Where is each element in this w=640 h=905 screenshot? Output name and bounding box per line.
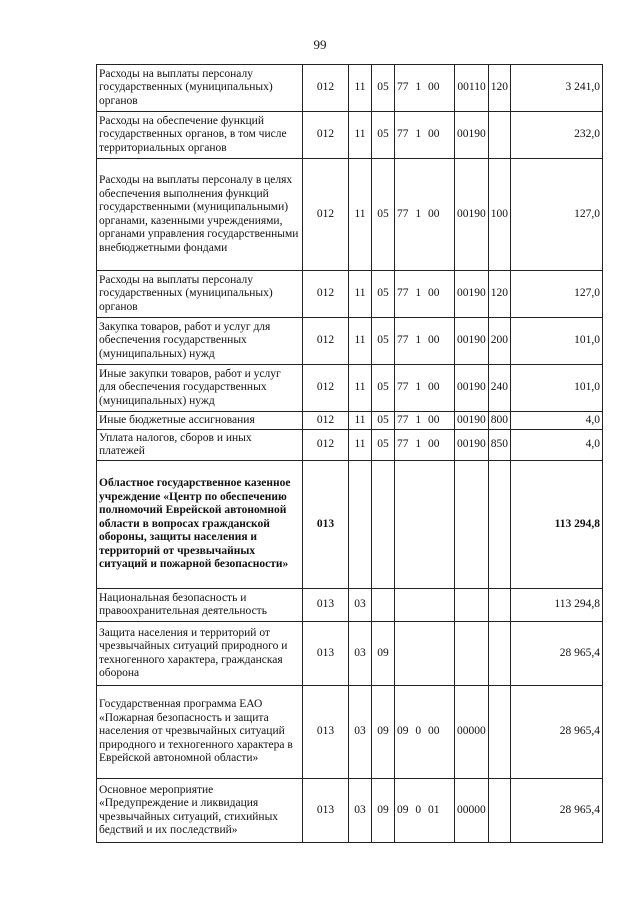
ved-code-cell: 013 [303, 589, 349, 622]
program-tail-cell: 00000 [455, 686, 489, 779]
expense-type-cell: 800 [488, 412, 510, 430]
section-code-cell: 11 [349, 271, 372, 318]
ved-code-cell: 012 [303, 159, 349, 271]
subsection-code-cell: 05 [372, 271, 395, 318]
table-row [97, 622, 603, 686]
program-tail-cell: 00190 [455, 318, 489, 365]
ved-code-cell: 013 [303, 461, 349, 589]
section-code-cell: 11 [349, 112, 372, 159]
program-code-cell: 77 1 00 [395, 430, 455, 461]
table-row [97, 318, 603, 365]
amount-cell: 113 294,8 [511, 461, 603, 589]
budget-table-body [97, 65, 603, 843]
section-code-cell: 11 [349, 412, 372, 430]
expense-type-cell: 240 [488, 365, 510, 412]
program-code-cell: 77 1 00 [395, 318, 455, 365]
table-row [97, 589, 603, 622]
row-name-cell: Основное мероприятие «Предупреждение и ликвидация чрезвычайных ситуаций, стихийных бедствий и их последствий» [97, 779, 303, 843]
table-row [97, 365, 603, 412]
program-tail-cell: 00190 [455, 159, 489, 271]
section-code-cell: 11 [349, 159, 372, 271]
expense-type-cell [488, 112, 510, 159]
program-code-cell: 77 1 00 [395, 112, 455, 159]
table-row [97, 412, 603, 430]
section-code-cell: 03 [349, 589, 372, 622]
expense-type-cell: 120 [488, 271, 510, 318]
subsection-code-cell: 09 [372, 686, 395, 779]
amount-cell: 127,0 [511, 271, 603, 318]
table-row [97, 159, 603, 271]
section-code-cell: 11 [349, 318, 372, 365]
program-code-cell: 09 0 01 [395, 779, 455, 843]
expense-type-cell: 200 [488, 318, 510, 365]
ved-code-cell: 013 [303, 686, 349, 779]
row-name-cell: Областное государственное казенное учреждение «Центр по обеспечению полномочий Еврейской автономной области в вопросах гражданской обороны, защиты населения и территорий от чрезвычайных ситуаций и пожарной безопасности» [97, 461, 303, 589]
program-code-cell [395, 461, 455, 589]
program-tail-cell: 00190 [455, 271, 489, 318]
ved-code-cell: 012 [303, 365, 349, 412]
expense-type-cell: 120 [488, 65, 510, 112]
program-tail-cell [455, 461, 489, 589]
program-code-cell: 77 1 00 [395, 65, 455, 112]
amount-cell: 28 965,4 [511, 622, 603, 686]
row-name-cell: Защита населения и территорий от чрезвычайных ситуаций природного и техногенного характера, гражданская оборона [97, 622, 303, 686]
amount-cell: 4,0 [511, 412, 603, 430]
expense-type-cell [488, 461, 510, 589]
subsection-code-cell [372, 589, 395, 622]
program-tail-cell: 00110 [455, 65, 489, 112]
program-tail-cell: 00190 [455, 412, 489, 430]
table-row [97, 686, 603, 779]
table-row [97, 779, 603, 843]
amount-cell: 127,0 [511, 159, 603, 271]
row-name-cell: Закупка товаров, работ и услуг для обеспечения государственных (муниципальных) нужд [97, 318, 303, 365]
program-code-cell: 09 0 00 [395, 686, 455, 779]
subsection-code-cell: 05 [372, 365, 395, 412]
row-name-cell: Расходы на выплаты персоналу в целях обеспечения выполнения функций государственными (муниципальными) органами, казенными учреждениями, органами управления государственными внебюджетными фондами [97, 159, 303, 271]
table-row [97, 461, 603, 589]
expense-type-cell [488, 686, 510, 779]
program-tail-cell: 00000 [455, 779, 489, 843]
subsection-code-cell: 09 [372, 622, 395, 686]
row-name-cell: Расходы на выплаты персоналу государственных (муниципальных) органов [97, 65, 303, 112]
ved-code-cell: 012 [303, 430, 349, 461]
expense-type-cell: 100 [488, 159, 510, 271]
budget-table [96, 64, 603, 843]
table-row [97, 65, 603, 112]
row-name-cell: Расходы на выплаты персоналу государственных (муниципальных) органов [97, 271, 303, 318]
row-name-cell: Иные закупки товаров, работ и услуг для обеспечения государственных (муниципальных) нужд [97, 365, 303, 412]
row-name-cell: Иные бюджетные ассигнования [97, 412, 303, 430]
expense-type-cell [488, 622, 510, 686]
amount-cell: 3 241,0 [511, 65, 603, 112]
amount-cell: 232,0 [511, 112, 603, 159]
program-code-cell: 77 1 00 [395, 271, 455, 318]
amount-cell: 4,0 [511, 430, 603, 461]
section-code-cell: 03 [349, 686, 372, 779]
program-code-cell [395, 622, 455, 686]
ved-code-cell: 012 [303, 271, 349, 318]
table-row [97, 112, 603, 159]
table-row [97, 430, 603, 461]
row-name-cell: Расходы на обеспечение функций государственных органов, в том числе территориальных органов [97, 112, 303, 159]
section-code-cell: 03 [349, 622, 372, 686]
program-code-cell: 77 1 00 [395, 365, 455, 412]
ved-code-cell: 012 [303, 112, 349, 159]
expense-type-cell: 850 [488, 430, 510, 461]
subsection-code-cell [372, 461, 395, 589]
program-tail-cell: 00190 [455, 365, 489, 412]
program-tail-cell [455, 622, 489, 686]
program-tail-cell: 00190 [455, 112, 489, 159]
row-name-cell: Национальная безопасность и правоохранительная деятельность [97, 589, 303, 622]
amount-cell: 28 965,4 [511, 686, 603, 779]
section-code-cell: 11 [349, 365, 372, 412]
row-name-cell: Государственная программа ЕАО «Пожарная безопасность и защита населения от чрезвычайных ситуаций природного и техногенного характера в Еврейской автономной области» [97, 686, 303, 779]
amount-cell: 28 965,4 [511, 779, 603, 843]
subsection-code-cell: 05 [372, 430, 395, 461]
amount-cell: 101,0 [511, 365, 603, 412]
ved-code-cell: 012 [303, 318, 349, 365]
expense-type-cell [488, 589, 510, 622]
section-code-cell: 11 [349, 430, 372, 461]
subsection-code-cell: 05 [372, 318, 395, 365]
table-row [97, 271, 603, 318]
page-number: 99 [313, 37, 327, 52]
program-tail-cell: 00190 [455, 430, 489, 461]
program-code-cell: 77 1 00 [395, 412, 455, 430]
row-name-cell: Уплата налогов, сборов и иных платежей [97, 430, 303, 461]
section-code-cell: 03 [349, 779, 372, 843]
program-code-cell [395, 589, 455, 622]
ved-code-cell: 013 [303, 779, 349, 843]
ved-code-cell: 013 [303, 622, 349, 686]
subsection-code-cell: 09 [372, 779, 395, 843]
subsection-code-cell: 05 [372, 112, 395, 159]
program-tail-cell [455, 589, 489, 622]
section-code-cell: 11 [349, 65, 372, 112]
subsection-code-cell: 05 [372, 412, 395, 430]
expense-type-cell [488, 779, 510, 843]
program-code-cell: 77 1 00 [395, 159, 455, 271]
ved-code-cell: 012 [303, 412, 349, 430]
subsection-code-cell: 05 [372, 65, 395, 112]
ved-code-cell: 012 [303, 65, 349, 112]
subsection-code-cell: 05 [372, 159, 395, 271]
amount-cell: 113 294,8 [511, 589, 603, 622]
amount-cell: 101,0 [511, 318, 603, 365]
section-code-cell [349, 461, 372, 589]
